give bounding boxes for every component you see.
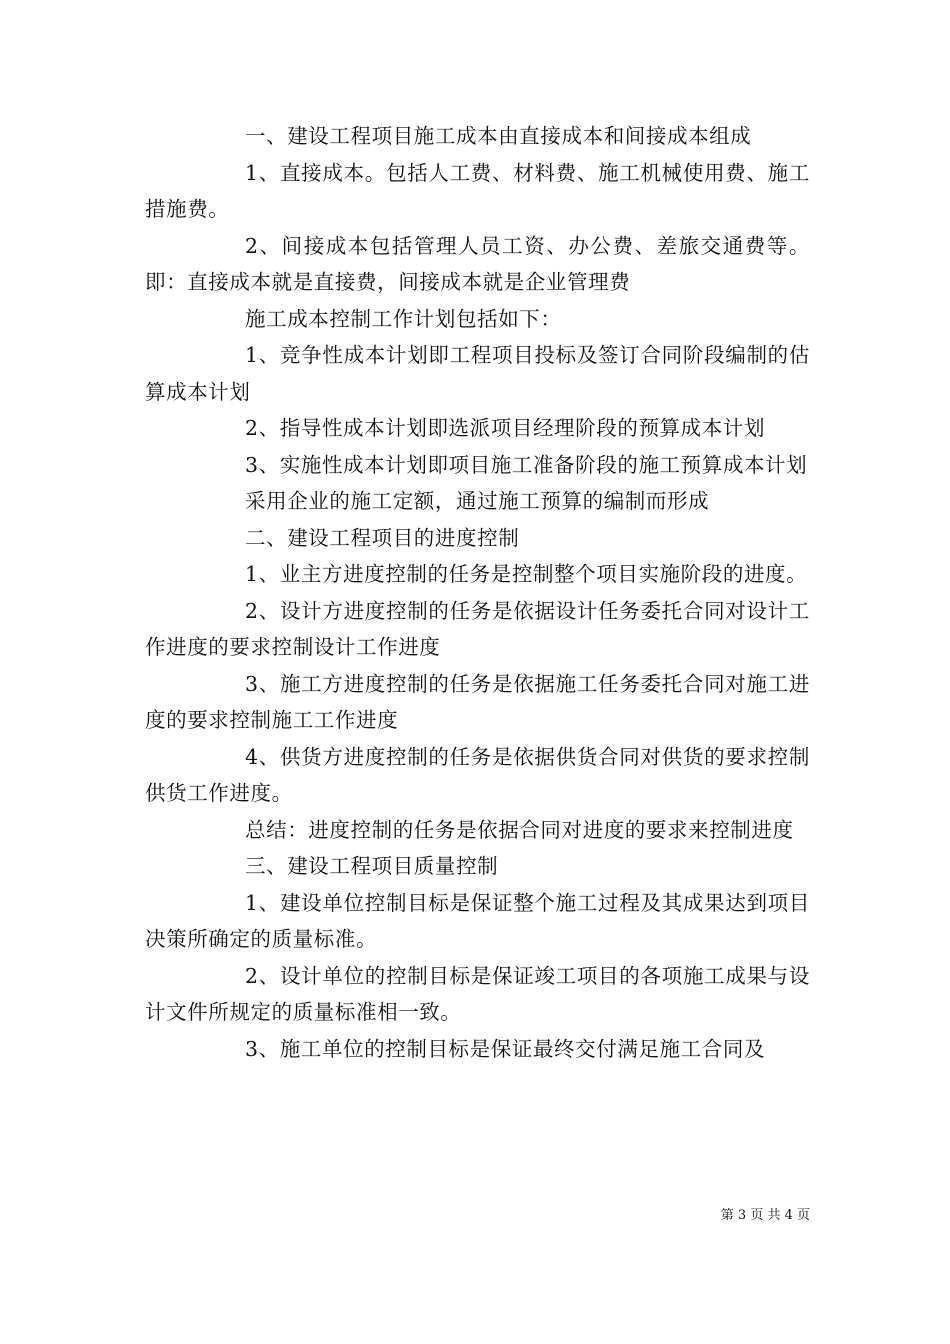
paragraph-owner-progress: 1、业主方进度控制的任务是控制整个项目实施阶段的进度。 [245, 562, 808, 586]
document-body [145, 118, 810, 1067]
paragraph-section-3-heading: 三、建设工程项目质量控制 [245, 854, 499, 878]
paragraph-direct-cost: 1、直接成本。包括人工费、材料费、施工机械使用费、施工措施费。 [145, 160, 810, 221]
paragraph-competitive-plan: 1、竞争性成本计划即工程项目投标及签订合同阶段编制的估算成本计划 [145, 343, 810, 404]
paragraph-contractor-quality: 3、施工单位的控制目标是保证最终交付满足施工合同及 [245, 1036, 766, 1061]
paragraph-section-2-heading: 二、建设工程项目的进度控制 [245, 525, 520, 550]
paragraph-cost-plan-intro: 施工成本控制工作计划包括如下： [245, 306, 562, 331]
paragraph-contractor-progress: 3、施工方进度控制的任务是依据施工任务委托合同对施工进度的要求控制施工工作进度 [145, 671, 810, 732]
paragraph-owner-quality: 1、建设单位控制目标是保证整个施工过程及其成果达到项目决策所确定的质量标准。 [145, 890, 810, 951]
paragraph-construction-quota: 采用企业的施工定额，通过施工预算的编制而形成 [245, 489, 710, 513]
paragraph-progress-summary: 总结：进度控制的任务是依据合同对进度的要求来控制进度 [245, 817, 794, 842]
paragraph-designer-progress: 2、设计方进度控制的任务是依据设计任务委托合同对设计工作进度的要求控制设计工作进度 [145, 598, 810, 659]
paragraph-guiding-plan: 2、指导性成本计划即选派项目经理阶段的预算成本计划 [245, 416, 766, 440]
paragraph-indirect-cost: 2、间接成本包括管理人员工资、办公费、差旅交通费等。即：直接成本就是直接费，间接成本就是企业管理费 [145, 233, 810, 294]
paragraph-section-1-heading: 一、建设工程项目施工成本由直接成本和间接成本组成 [245, 124, 752, 148]
paragraph-supplier-progress: 4、供货方进度控制的任务是依据供货合同对供货的要求控制供货工作进度。 [145, 744, 810, 805]
page-number-footer: 第 3 页 共 4 页 [720, 1208, 810, 1223]
paragraph-designer-quality: 2、设计单位的控制目标是保证竣工项目的各项施工成果与设计文件所规定的质量标准相一致。 [145, 963, 810, 1024]
paragraph-implementation-plan: 3、实施性成本计划即项目施工准备阶段的施工预算成本计划 [245, 452, 808, 477]
